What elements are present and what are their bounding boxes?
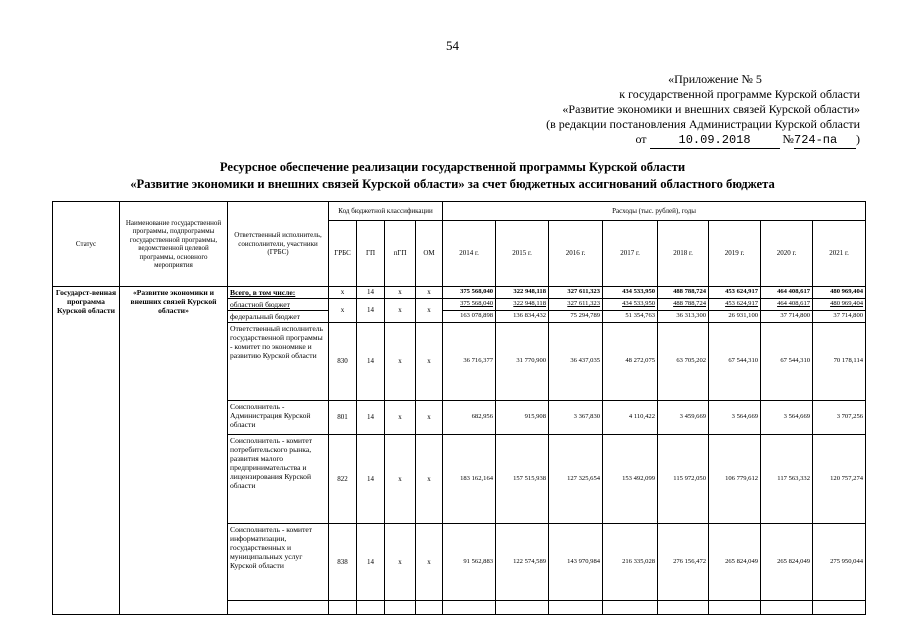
header-year: 2020 г. [761,221,813,287]
empty-cell [761,601,813,615]
grbs-cell: x [329,299,357,323]
appendix-title: «Приложение № 5 [668,72,762,86]
value-cell: 322 948,118 [496,287,549,299]
value-cell: 70 178,114 [813,323,866,401]
value-cell: 67 544,310 [709,323,761,401]
value-cell: 480 969,404 [813,287,866,299]
value-cell: 120 757,274 [813,435,866,524]
value-cell: 31 770,900 [496,323,549,401]
resource-table [52,201,866,615]
pgp-cell: x [385,287,416,299]
empty-cell [416,601,443,615]
pgp-cell: x [385,435,416,524]
header-expenses-group: Расходы (тыс. рублей), годы [443,202,866,221]
value-cell: 682,956 [443,401,496,435]
page-number: 54 [446,38,459,53]
value-cell: 63 705,202 [658,323,709,401]
value-cell: 3 367,830 [549,401,603,435]
value-cell: 322 948,118 [496,299,549,311]
om-cell: x [416,323,443,401]
value-cell: 464 408,617 [761,287,813,299]
empty-cell [549,601,603,615]
header-year: 2014 г. [443,221,496,287]
value-cell: 275 950,044 [813,524,866,601]
value-cell: 915,908 [496,401,549,435]
value-cell: 36 313,300 [658,311,709,323]
executor-cell: федеральный бюджет [228,311,329,323]
value-cell: 488 788,724 [658,299,709,311]
value-cell: 3 459,669 [658,401,709,435]
appendix-date-line [500,132,860,149]
status-cell: Государст-венная программа Курской области [53,287,120,615]
value-cell: 26 931,100 [709,311,761,323]
value-cell: 327 611,323 [549,299,603,311]
value-cell: 3 564,669 [761,401,813,435]
value-cell: 143 970,984 [549,524,603,601]
value-cell: 48 272,075 [603,323,658,401]
value-cell: 51 354,763 [603,311,658,323]
close-paren: ) [856,132,860,146]
pgp-cell: x [385,401,416,435]
header-name: Наименование государственной программы, подпрограммы государственной программы, ведомственной целевой программы, основного мероприятия [120,202,228,287]
value-cell: 75 294,789 [549,311,603,323]
grbs-cell: 830 [329,323,357,401]
number-label: № [782,132,794,146]
empty-cell [228,601,329,615]
header-row-1 [53,202,866,221]
header-year: 2021 г. [813,221,866,287]
header-status: Статус [53,202,120,287]
value-cell: 136 834,432 [496,311,549,323]
executor-cell: Соисполнитель - Администрация Курской области [228,401,329,435]
value-cell: 37 714,800 [761,311,813,323]
executor-cell: областной бюджет [228,299,329,311]
value-cell: 3 564,669 [709,401,761,435]
value-cell: 157 515,938 [496,435,549,524]
value-cell: 327 611,323 [549,287,603,299]
gp-cell: 14 [357,287,385,299]
value-cell: 453 624,917 [709,287,761,299]
value-cell: 106 779,612 [709,435,761,524]
header-year: 2017 г. [603,221,658,287]
appendix-line-2: к государственной программе Курской области [619,87,860,101]
value-cell: 434 533,950 [603,287,658,299]
om-cell: x [416,299,443,323]
value-cell: 3 707,256 [813,401,866,435]
value-cell: 127 325,654 [549,435,603,524]
doc-title-line-2: «Развитие экономики и внешних связей Курской области» за счет бюджетных ассигнований областного бюджета [130,177,775,191]
value-cell: 375 568,040 [443,299,496,311]
header-year: 2018 г. [658,221,709,287]
value-cell: 265 824,049 [761,524,813,601]
value-cell: 276 156,472 [658,524,709,601]
header-year: 2019 г. [709,221,761,287]
value-cell: 122 574,589 [496,524,549,601]
pgp-cell: x [385,323,416,401]
om-cell: x [416,287,443,299]
empty-cell [496,601,549,615]
empty-cell [443,601,496,615]
value-cell: 216 335,028 [603,524,658,601]
value-cell: 375 568,040 [443,287,496,299]
pgp-cell: x [385,524,416,601]
header-pgp: пГП [385,221,416,287]
header-year: 2016 г. [549,221,603,287]
value-cell: 117 563,332 [761,435,813,524]
header-grbs: ГРБС [329,221,357,287]
executor-cell: Всего, в том числе: [228,287,329,299]
header-om: ОМ [416,221,443,287]
value-cell: 434 533,950 [603,299,658,311]
value-cell: 488 788,724 [658,287,709,299]
grbs-cell: 801 [329,401,357,435]
value-cell: 163 078,898 [443,311,496,323]
table-row-total [53,287,866,299]
value-cell: 37 714,800 [813,311,866,323]
value-cell: 91 562,883 [443,524,496,601]
executor-cell: Соисполнитель - комитет потребительского рынка, развития малого предпринимательства и лицензирования Курской области [228,435,329,524]
decree-date: 10.09.2018 [650,133,780,149]
doc-title-line-1: Ресурсное обеспечение реализации государственной программы Курской области [219,160,686,174]
om-cell: x [416,435,443,524]
executor-cell: Соисполнитель - комитет информатизации, государственных и муниципальных услуг Курской области [228,524,329,601]
empty-cell [385,601,416,615]
value-cell: 153 492,099 [603,435,658,524]
grbs-cell: x [329,287,357,299]
gp-cell: 14 [357,435,385,524]
header-gp: ГП [357,221,385,287]
appendix-line-4: (в редакции постановления Администрации Курской области [546,117,860,131]
grbs-cell: 822 [329,435,357,524]
value-cell: 453 624,917 [709,299,761,311]
empty-cell [603,601,658,615]
empty-cell [658,601,709,615]
header-year: 2015 г. [496,221,549,287]
value-cell: 36 716,377 [443,323,496,401]
om-cell: x [416,524,443,601]
empty-cell [813,601,866,615]
gp-cell: 14 [357,323,385,401]
empty-cell [357,601,385,615]
value-cell: 67 544,310 [761,323,813,401]
header-code-group: Код бюджетной классификации [329,202,443,221]
executor-cell: Ответственный исполнитель государственной программы - комитет по экономике и развитию Курской области [228,323,329,401]
value-cell: 4 110,422 [603,401,658,435]
pgp-cell: x [385,299,416,323]
grbs-cell: 838 [329,524,357,601]
appendix-note [500,72,860,149]
header-executor: Ответственный исполнитель, соисполнители, участники (ГРБС) [228,202,329,287]
program-name-cell: «Развитие экономики и внешних связей Курской области» [120,287,228,615]
empty-cell [709,601,761,615]
empty-cell [329,601,357,615]
from-label: от [635,132,647,146]
appendix-line-3: «Развитие экономики и внешних связей Курской области» [562,102,860,116]
gp-cell: 14 [357,524,385,601]
value-cell: 115 972,050 [658,435,709,524]
value-cell: 480 969,404 [813,299,866,311]
decree-number: 724-па [794,133,856,149]
value-cell: 265 824,049 [709,524,761,601]
gp-cell: 14 [357,299,385,323]
value-cell: 464 408,617 [761,299,813,311]
value-cell: 36 437,035 [549,323,603,401]
gp-cell: 14 [357,401,385,435]
om-cell: x [416,401,443,435]
value-cell: 183 162,164 [443,435,496,524]
